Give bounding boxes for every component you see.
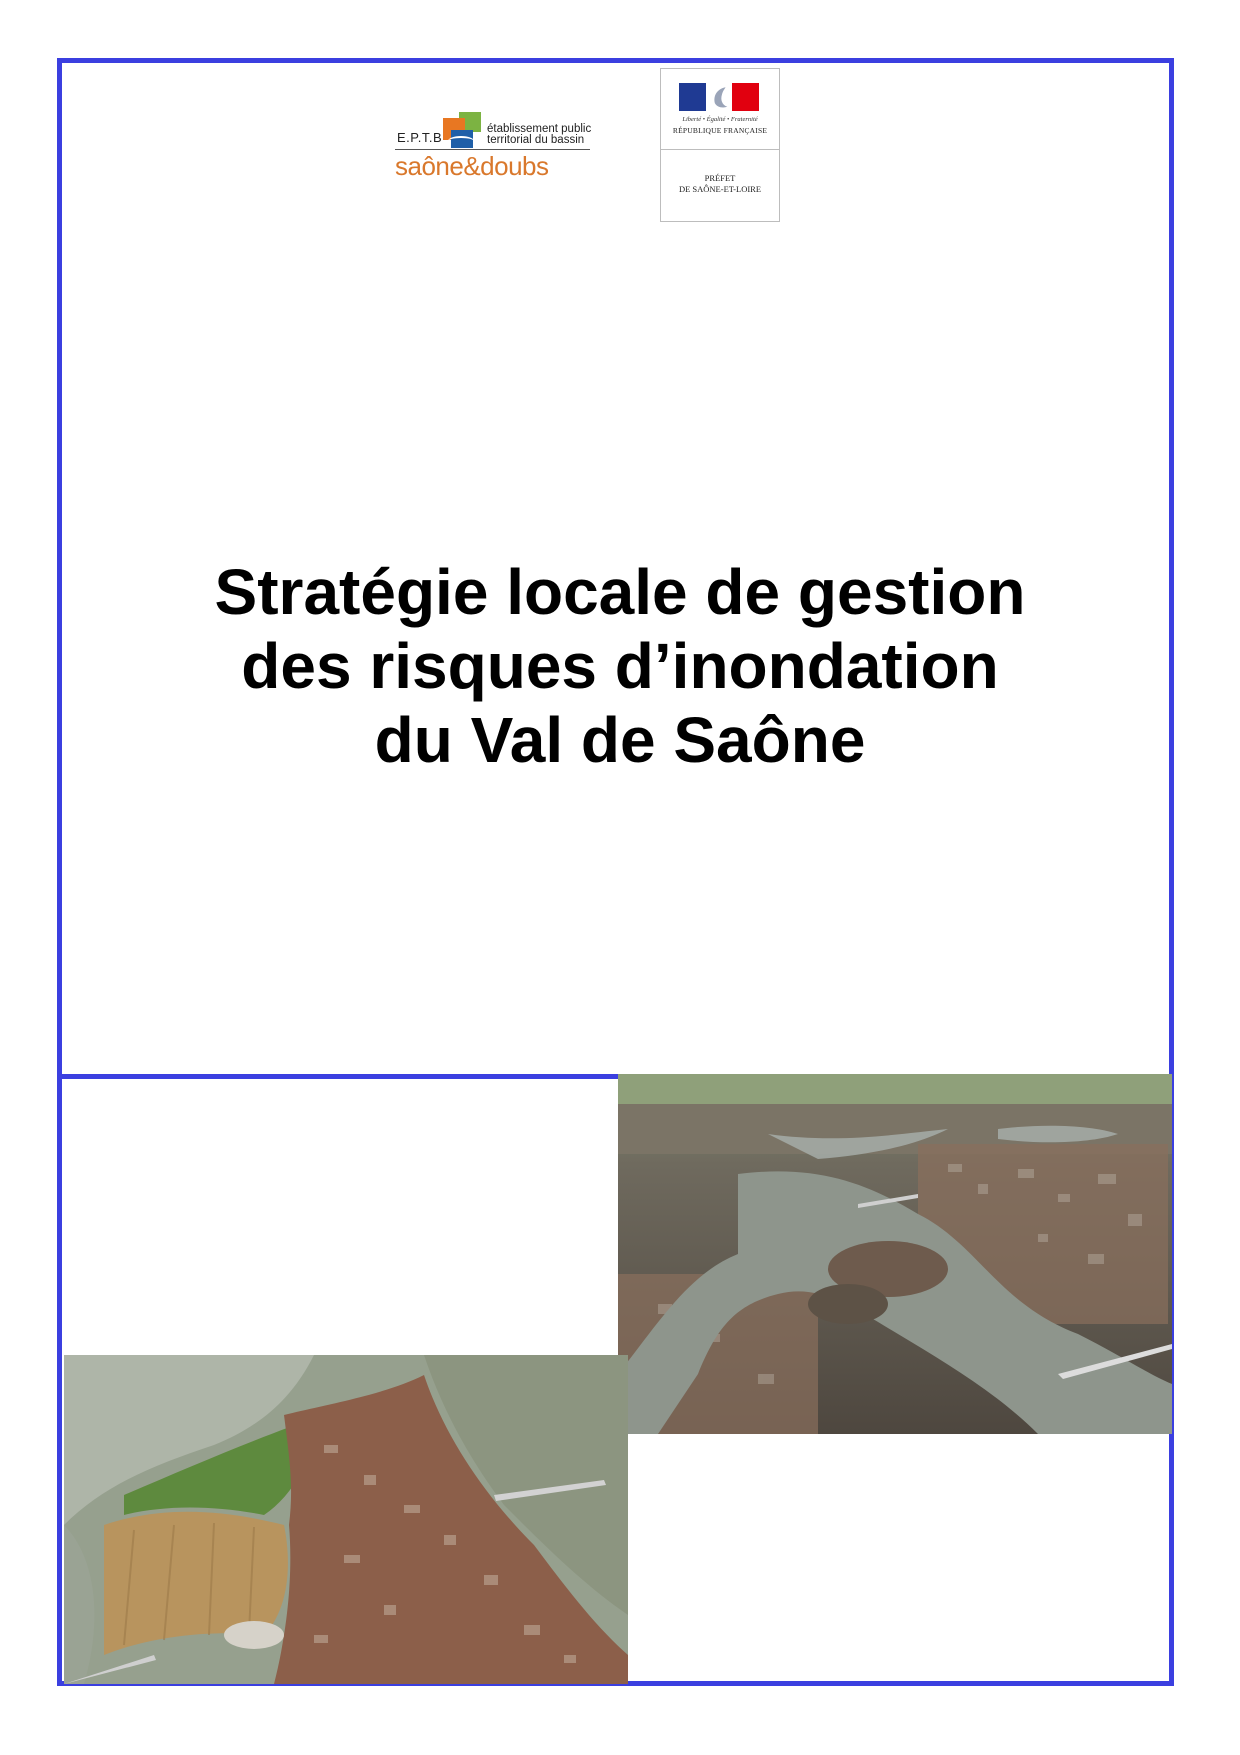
eptb-abbr: E.P.T.B bbox=[397, 130, 443, 145]
aerial-photo-town bbox=[64, 1355, 628, 1684]
aerial-photo-city bbox=[618, 1074, 1172, 1434]
eptb-rule bbox=[395, 149, 590, 150]
title-line1: Stratégie locale de gestion bbox=[214, 556, 1026, 628]
prefet-line1: PRÉFET bbox=[704, 173, 736, 183]
marianne-flag-icon bbox=[679, 83, 759, 111]
prefet-line2: DE SAÔNE-ET-LOIRE bbox=[678, 184, 762, 194]
republic-motto: Liberté • Égalité • Fraternité bbox=[682, 116, 758, 123]
document-title bbox=[100, 555, 1140, 777]
prefet-label bbox=[661, 173, 779, 195]
title-line2: des risques d’inondation bbox=[241, 630, 999, 702]
republic-name: RÉPUBLIQUE FRANÇAISE bbox=[672, 126, 768, 135]
eptb-name: saône&doubs bbox=[395, 151, 549, 181]
wave-icon bbox=[448, 136, 474, 146]
prefet-separator bbox=[661, 149, 779, 150]
title-line3: du Val de Saône bbox=[374, 704, 866, 776]
eptb-description bbox=[487, 124, 591, 146]
eptb-desc-line1: établissement public bbox=[487, 123, 592, 135]
eptb-logo bbox=[395, 112, 595, 182]
prefet-logo bbox=[660, 68, 780, 222]
eptb-desc-line2: territorial du bassin bbox=[487, 134, 585, 146]
